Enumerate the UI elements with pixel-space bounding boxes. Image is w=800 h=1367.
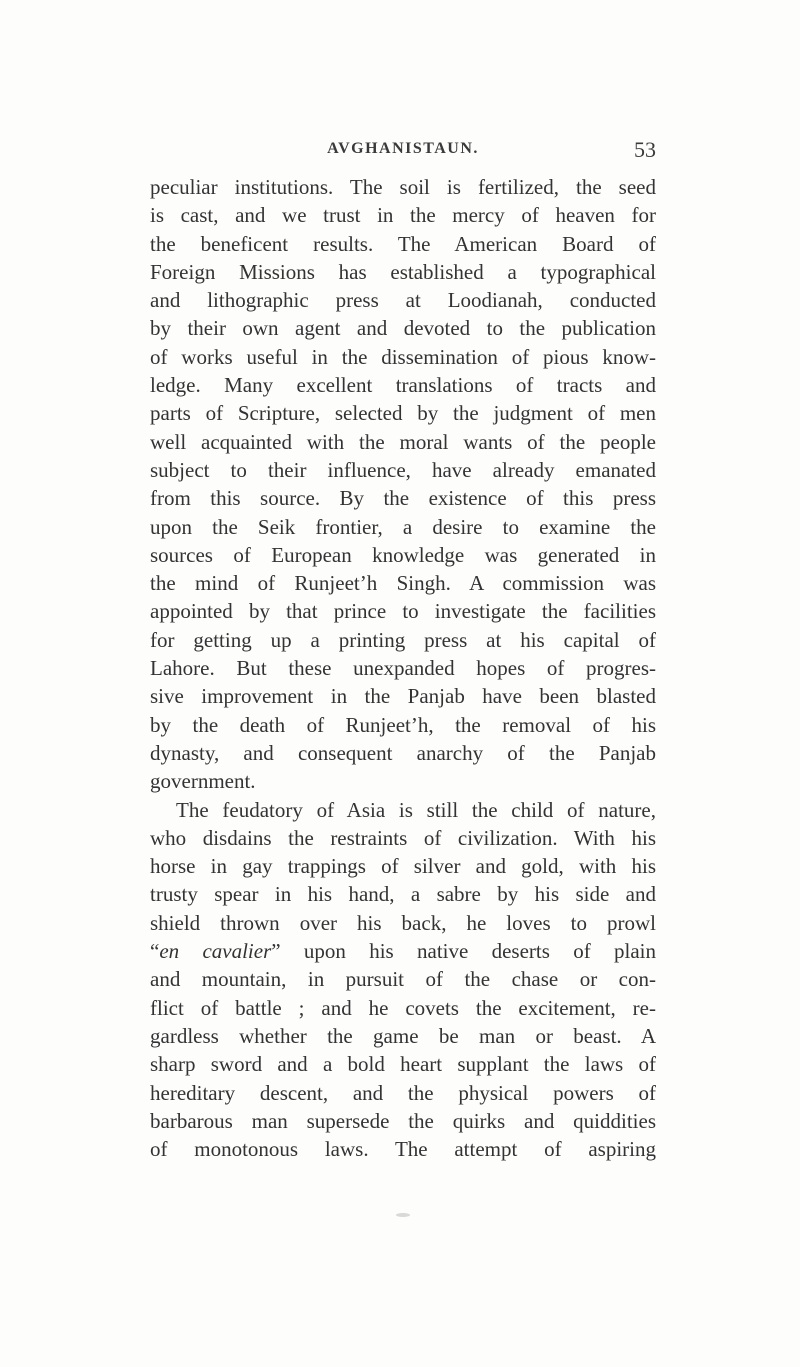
text-line: flict of battle ; and he covets the excitement, re- bbox=[150, 995, 656, 1020]
text-line: and mountain, in pursuit of the chase or con- bbox=[150, 967, 656, 992]
running-head bbox=[150, 137, 656, 164]
text-line: sharp sword and a bold heart supplant the laws of bbox=[150, 1052, 656, 1077]
text-line: of monotonous laws. The attempt of aspiring bbox=[150, 1137, 656, 1162]
text-line: peculiar institutions. The soil is fertilized, the seed bbox=[150, 175, 656, 199]
text-line: parts of Scripture, selected by the judgment of men bbox=[150, 401, 656, 426]
text-line: well acquainted with the moral wants of the people bbox=[150, 429, 656, 454]
text-line: barbarous man supersede the quirks and quiddities bbox=[150, 1108, 656, 1133]
text-line: the beneficent results. The American Board of bbox=[150, 231, 656, 256]
text-line: hereditary descent, and the physical powers of bbox=[150, 1080, 656, 1105]
text-line: ledge. Many excellent translations of tracts and bbox=[150, 373, 656, 398]
text-line: by the death of Runjeet’h, the removal of his bbox=[150, 712, 656, 737]
text-line: Foreign Missions has established a typographical bbox=[150, 259, 656, 284]
text-line: sources of European knowledge was generated in bbox=[150, 542, 656, 567]
page-number: 53 bbox=[634, 137, 656, 162]
text-line: for getting up a printing press at his capital of bbox=[150, 627, 656, 652]
text-line: of works useful in the dissemination of pious know- bbox=[150, 344, 656, 369]
text-line: appointed by that prince to investigate the facilities bbox=[150, 599, 656, 624]
italic-phrase: en cavalier bbox=[159, 939, 272, 964]
text-line: is cast, and we trust in the mercy of heaven for bbox=[150, 203, 656, 228]
text-line: gardless whether the game be man or beast. A bbox=[150, 1023, 656, 1048]
line-remainder: ” upon his native deserts of plain bbox=[271, 939, 657, 964]
text-line: by their own agent and devoted to the publication bbox=[150, 316, 656, 341]
open-quote: “ bbox=[150, 939, 160, 964]
body-text bbox=[150, 173, 656, 1163]
ink-smudge bbox=[396, 1213, 410, 1217]
text-line: dynasty, and consequent anarchy of the Panjab bbox=[150, 740, 656, 765]
text-line: and lithographic press at Loodianah, conducted bbox=[150, 288, 656, 313]
text-line: trusty spear in his hand, a sabre by his side and bbox=[150, 882, 656, 907]
text-line: who disdains the restraints of civilization. With his bbox=[150, 825, 656, 850]
text-line: sive improvement in the Panjab have been blasted bbox=[150, 684, 656, 709]
text-line: subject to their influence, have already emanated bbox=[150, 457, 656, 482]
text-line: horse in gay trappings of silver and gold, with his bbox=[150, 854, 656, 879]
text-line: Lahore. But these unexpanded hopes of progres- bbox=[150, 656, 656, 681]
paragraph-end-line: government. bbox=[150, 769, 256, 794]
text-line: shield thrown over his back, he loves to prowl bbox=[150, 910, 656, 935]
text-line: the mind of Runjeet’h Singh. A commission was bbox=[150, 571, 656, 596]
text-line: from this source. By the existence of this press bbox=[150, 486, 656, 511]
text-line-italic-phrase bbox=[150, 937, 656, 965]
paragraph-start-line: The feudatory of Asia is still the child of nature, bbox=[176, 797, 656, 822]
running-title: AVGHANISTAUN. bbox=[327, 140, 479, 157]
text-line: upon the Seik frontier, a desire to examine the bbox=[150, 514, 656, 539]
